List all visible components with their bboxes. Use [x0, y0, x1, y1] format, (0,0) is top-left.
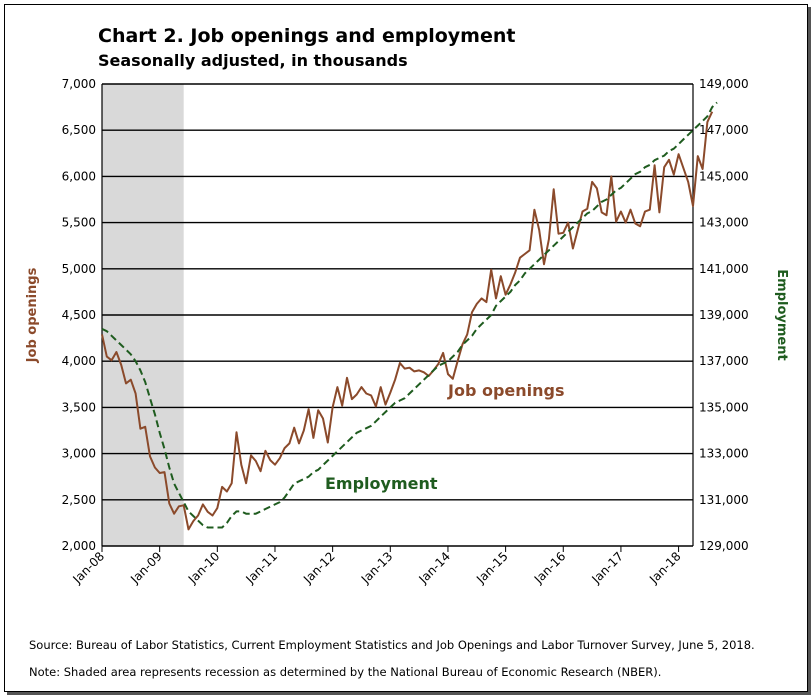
y-right-tick-label: 139,000 [699, 308, 749, 322]
y-right-tick-label: 147,000 [699, 123, 749, 138]
x-tick-label: Jan-11 [243, 549, 281, 587]
y-left-tick-label: 3,000 [61, 446, 96, 461]
y-left-tick-label: 3,500 [61, 400, 96, 415]
job-openings-annotation: Job openings [448, 381, 565, 400]
x-tick-label: Jan-15 [473, 549, 511, 587]
y-left-tick-label: 7,000 [61, 77, 96, 91]
y-left-tick-label: 4,000 [61, 354, 96, 369]
x-tick-label: Jan-16 [531, 549, 569, 587]
chart-title: Chart 2. Job openings and employment [98, 25, 516, 47]
y-left-tick-label: 5,000 [61, 261, 96, 276]
job-openings-line [102, 112, 712, 530]
x-tick-label: Jan-14 [416, 549, 454, 587]
y-left-axis-label: Job openings [25, 267, 40, 363]
y-left-tick-label: 5,500 [61, 215, 96, 230]
y-left-tick-label: 4,500 [61, 308, 96, 322]
x-tick-label: Jan-09 [127, 549, 165, 587]
y-right-tick-label: 133,000 [699, 446, 749, 461]
x-tick-label: Jan-10 [185, 549, 223, 587]
y-right-tick-label: 149,000 [699, 77, 749, 91]
y-left-tick-label: 2,500 [61, 492, 96, 507]
shading-note: Note: Shaded area represents recession as determined by the National Bureau of Economic Research (NBER). [29, 665, 662, 679]
y-left-tick-label: 6,500 [61, 123, 96, 138]
y-right-tick-label: 145,000 [699, 169, 749, 184]
x-tick-label: Jan-13 [358, 549, 396, 587]
y-right-tick-label: 131,000 [699, 492, 749, 507]
y-right-tick-label: 135,000 [699, 400, 749, 415]
y-left-tick-label: 2,000 [61, 539, 96, 553]
employment-annotation: Employment [325, 474, 438, 493]
y-right-tick-label: 137,000 [699, 354, 749, 369]
x-tick-label: Jan-12 [300, 549, 338, 587]
source-note: Source: Bureau of Labor Statistics, Current Employment Statistics and Job Openings and Labor Turnover Survey, June 5, 2018. [29, 638, 755, 652]
chart-subtitle: Seasonally adjusted, in thousands [98, 51, 408, 70]
x-tick-label: Jan-17 [589, 549, 627, 587]
x-tick-label: Jan-18 [646, 549, 684, 587]
y-right-tick-label: 129,000 [699, 539, 749, 553]
y-left-tick-label: 6,000 [61, 169, 96, 184]
y-right-tick-label: 141,000 [699, 261, 749, 276]
y-right-tick-label: 143,000 [699, 215, 749, 230]
y-right-axis-label: Employment [774, 269, 789, 361]
x-tick-label: Jan-08 [70, 549, 108, 587]
